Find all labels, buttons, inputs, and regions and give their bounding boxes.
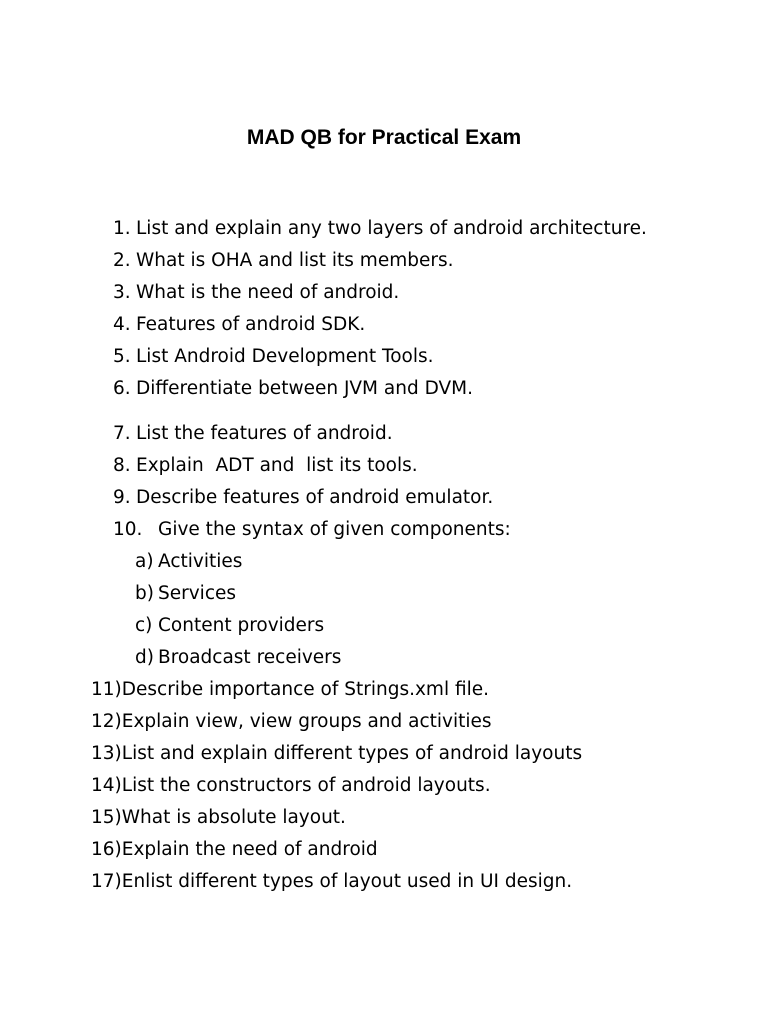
sub-list-item xyxy=(135,550,242,574)
item-number: 17) xyxy=(91,871,122,892)
item-text: Broadcast receivers xyxy=(158,647,342,668)
list-item xyxy=(113,313,365,337)
item-letter: c) xyxy=(135,615,153,636)
item-number: 1. xyxy=(113,218,131,239)
list-item xyxy=(113,377,473,401)
item-text: Explain view, view groups and activities xyxy=(121,711,492,732)
item-text: Activities xyxy=(158,551,243,572)
item-letter: a) xyxy=(135,551,154,572)
item-number: 12) xyxy=(91,711,122,732)
page-title: MAD QB for Practical Exam xyxy=(246,126,522,149)
item-text: List Android Development Tools. xyxy=(136,346,434,367)
item-text: Describe features of android emulator. xyxy=(136,487,494,508)
item-text: Give the syntax of given components: xyxy=(158,519,511,540)
item-number: 15) xyxy=(91,807,122,828)
list-item xyxy=(113,518,511,542)
item-number: 4. xyxy=(113,314,131,335)
item-number: 13) xyxy=(91,743,122,764)
item-text: Enlist different types of layout used in UI design. xyxy=(121,871,573,892)
sub-list-item xyxy=(135,646,341,670)
list-item xyxy=(91,870,572,894)
item-number: 9. xyxy=(113,487,131,508)
item-number: 8. xyxy=(113,455,131,476)
item-text: Content providers xyxy=(158,615,325,636)
list-item xyxy=(113,217,647,241)
item-text: Describe importance of Strings.xml file. xyxy=(121,679,490,700)
item-number: 16) xyxy=(91,839,122,860)
list-item xyxy=(91,678,489,702)
sub-list-item xyxy=(135,614,324,638)
list-item xyxy=(113,454,418,478)
list-item xyxy=(91,806,346,830)
item-number: 2. xyxy=(113,250,131,271)
list-item xyxy=(91,838,378,862)
sub-list-item xyxy=(135,582,236,606)
item-text: What is absolute layout. xyxy=(121,807,346,828)
list-item xyxy=(91,710,492,734)
item-number: 7. xyxy=(113,423,131,444)
item-number: 5. xyxy=(113,346,131,367)
item-text: List and explain any two layers of android architecture. xyxy=(136,218,647,239)
item-text: List and explain different types of android layouts xyxy=(121,743,583,764)
item-text: Features of android SDK. xyxy=(136,314,366,335)
list-item xyxy=(113,281,399,305)
item-text: Explain ADT and list its tools. xyxy=(136,455,418,476)
list-item xyxy=(113,345,434,369)
item-letter: b) xyxy=(135,583,154,604)
list-item xyxy=(113,486,493,510)
list-item xyxy=(113,249,453,273)
item-number: 14) xyxy=(91,775,122,796)
item-text: What is OHA and list its members. xyxy=(136,250,454,271)
item-text: List the features of android. xyxy=(136,423,393,444)
item-number: 6. xyxy=(113,378,131,399)
item-text: Services xyxy=(158,583,237,604)
item-text: Explain the need of android xyxy=(121,839,378,860)
list-item xyxy=(113,422,393,446)
item-letter: d) xyxy=(135,647,154,668)
item-number: 10. xyxy=(113,519,143,540)
list-item xyxy=(91,774,491,798)
item-number: 11) xyxy=(91,679,122,700)
list-item xyxy=(91,742,582,766)
item-number: 3. xyxy=(113,282,131,303)
item-text: Differentiate between JVM and DVM. xyxy=(136,378,474,399)
item-text: List the constructors of android layouts. xyxy=(121,775,491,796)
item-text: What is the need of android. xyxy=(136,282,400,303)
